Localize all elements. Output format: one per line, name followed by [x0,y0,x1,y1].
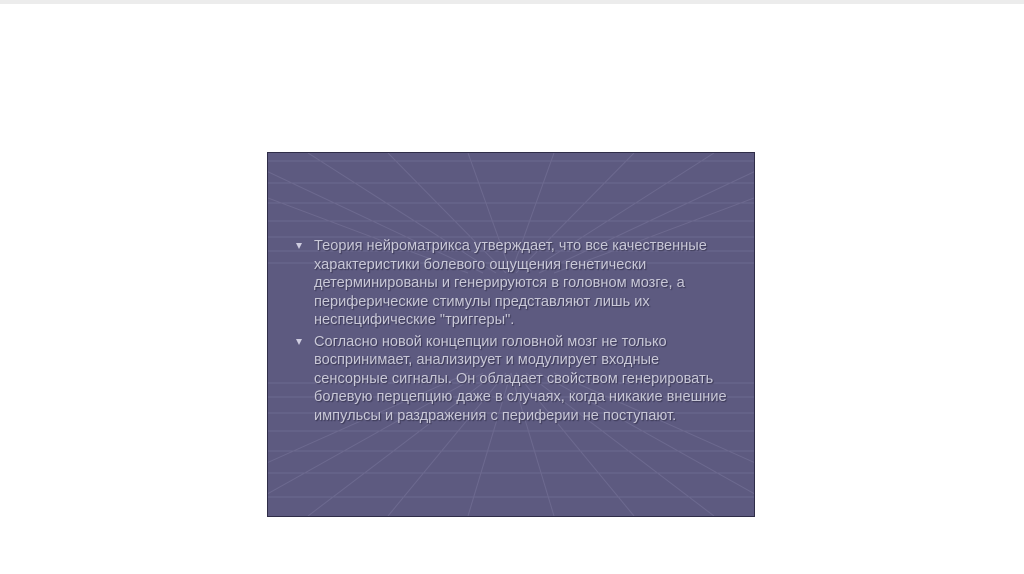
bullet-text: Согласно новой концепции головной мозг не только воспринимает, анализирует и модулирует входные сенсорные сигналы. Он обладает свойством генерировать болевую перцепцию даже в случаях, когда никакие внешние импульсы и раздражения с периферии не поступают. [314,333,727,424]
triangle-bullet-icon [296,339,302,345]
bullet-list [294,237,734,428]
bullet-item [294,333,734,426]
top-border-strip [0,0,1024,4]
bullet-text: Теория нейроматрикса утверждает, что все качественные характеристики болевого ощущения генетически детерминированы и генерируются в головном мозге, а периферические стимулы представляют лишь их неспецифические "триггеры". [314,238,707,328]
triangle-bullet-icon [296,243,302,249]
bullet-item [294,237,734,330]
slide [267,152,755,517]
